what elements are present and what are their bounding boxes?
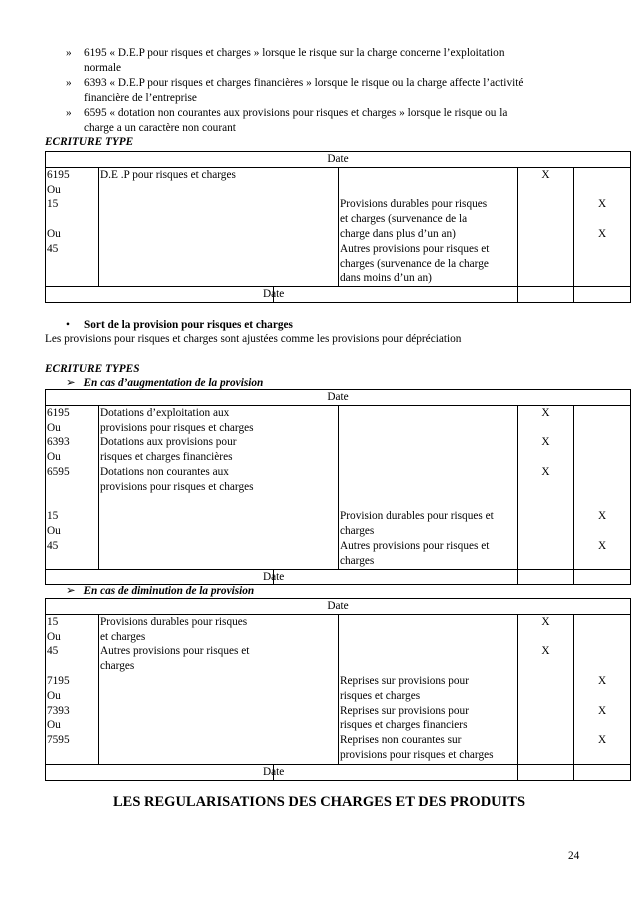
bullet-line: 6595 « dotation non courantes aux provisions pour risques et charges » lorsque le risque ou la	[84, 107, 508, 119]
page-number: 24	[568, 850, 580, 862]
date-row: Date	[263, 765, 285, 778]
journal-entry-table	[45, 389, 631, 585]
credit-amount-cell: X X X	[574, 614, 631, 764]
bullet-marker: »	[66, 107, 72, 119]
bullet-marker: »	[66, 47, 72, 59]
debit-label-cell: Dotations d’exploitation aux provisions pour risques et charges Dotations aux provisions pour risques et charges financières Dotations non courantes aux provisions pour risques et charges	[99, 405, 339, 569]
chapter-title: LES REGULARISATIONS DES CHARGES ET DES PRODUITS	[112, 794, 526, 810]
debit-amount-cell: X X X	[518, 405, 574, 569]
credit-label-cell: Provision durables pour risques et charges Autres provisions pour risques et charges	[339, 405, 518, 569]
bullet-line: 6195 « D.E.P pour risques et charges » lorsque le risque sur la charge concerne l’exploitation	[84, 47, 505, 59]
arrow-bullet-icon: ➢	[66, 377, 76, 389]
bullet-line: financière de l’entreprise	[84, 92, 197, 104]
journal-entry-table	[45, 151, 631, 303]
credit-label-cell: Provisions durables pour risques et charges (survenance de la charge dans plus d’un an) Autres provisions pour risques et charges (survenance de la charge dans moins d’un an)	[339, 167, 518, 286]
arrow-bullet-icon: ➢	[66, 585, 76, 597]
account-cell: 6195 Ou 15 Ou 45	[46, 167, 99, 286]
debit-label-cell: Provisions durables pour risques et charges Autres provisions pour risques et charges	[99, 614, 339, 764]
date-row: Date	[46, 599, 631, 615]
date-row: Date	[46, 152, 631, 168]
credit-amount-cell: X X	[574, 167, 631, 286]
debit-amount-cell: X X	[518, 614, 574, 764]
date-row: Date	[263, 288, 285, 301]
bullet-line: 6393 « D.E.P pour risques et charges financières » lorsque le risque ou la charge affecte l’activité	[84, 77, 524, 89]
bullet-marker: •	[66, 319, 70, 331]
date-row: Date	[46, 390, 631, 406]
credit-amount-cell: X X	[574, 405, 631, 569]
section-heading: ECRITURE TYPES	[45, 363, 140, 375]
section-title: Sort de la provision pour risques et charges	[84, 319, 293, 331]
journal-entry-table	[45, 598, 631, 781]
bullet-line: charge a un caractère non courant	[84, 122, 236, 134]
date-row: Date	[263, 570, 285, 583]
subsection-title: ➢ En cas d’augmentation de la provision	[66, 377, 264, 389]
section-heading: ECRITURE TYPE	[45, 136, 134, 148]
account-cell: 15 Ou 45 7195 Ou 7393 Ou 7595	[46, 614, 99, 764]
bullet-marker: »	[66, 77, 72, 89]
credit-label-cell: Reprises sur provisions pour risques et charges Reprises sur provisions pour risques et charges financiers Reprises non courantes sur provisions pour risques et charges	[339, 614, 518, 764]
account-cell: 6195 Ou 6393 Ou 6595 15 Ou 45	[46, 405, 99, 569]
debit-label-cell: D.E .P pour risques et charges	[99, 167, 339, 286]
debit-amount-cell: X	[518, 167, 574, 286]
paragraph: Les provisions pour risques et charges sont ajustées comme les provisions pour dépréciation	[45, 333, 462, 345]
bullet-line: normale	[84, 62, 122, 74]
subsection-title: ➢ En cas de diminution de la provision	[66, 585, 255, 597]
